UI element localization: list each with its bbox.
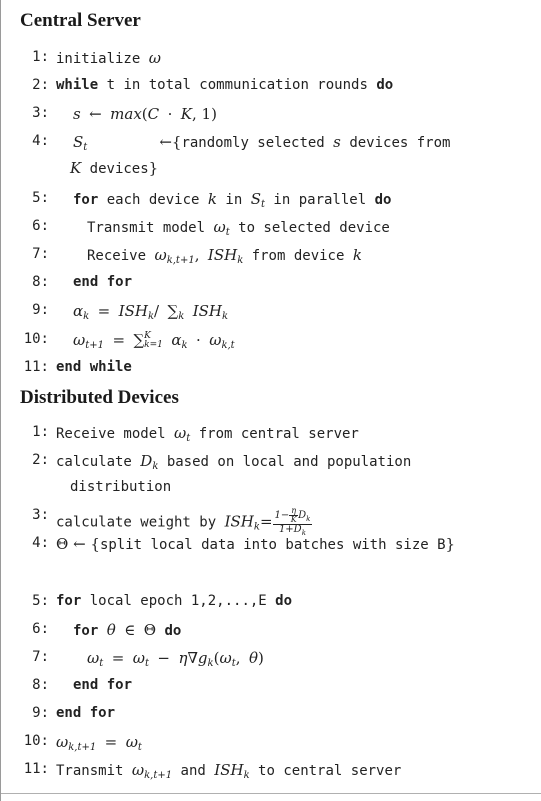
line-code: end for <box>56 705 116 721</box>
line-number: 3: <box>32 507 49 523</box>
line-code: Transmit model $\omega_t$ to selected device <box>87 218 390 238</box>
line-code: for θ ∈ Θ do <box>73 621 182 639</box>
line-code: end for <box>73 274 133 290</box>
line-code: s ← max(C · K, 1) <box>73 105 217 123</box>
line-number: 2: <box>32 77 49 93</box>
line-code: end while <box>56 359 132 375</box>
line-code: Receive model $\omega_t$ from central server <box>56 424 359 444</box>
line-code: calculate $D_k$ based on local and population <box>56 452 412 472</box>
line-code: $\omega_t = \omega_t - \eta\nabla g_k(\omega_t$, θ) <box>87 649 264 669</box>
line-number: 7: <box>32 649 49 665</box>
section-title-central-server: Central Server <box>20 10 141 31</box>
line-code: $\alpha_k = ISH_k/$ $\sum_k$ $ISH_k$ <box>73 302 229 322</box>
bottom-rule <box>1 793 541 794</box>
line-number: 10: <box>23 331 49 347</box>
line-code: distribution <box>70 479 172 495</box>
line-number: 6: <box>32 621 49 637</box>
section-title-distributed-devices: Distributed Devices <box>20 387 179 408</box>
line-number: 5: <box>32 190 49 206</box>
line-number: 8: <box>32 274 49 290</box>
line-code: calculate weight by $ISH_k=$ 1− $\frac{\eta}{K}D_k$ $1+D_k$ <box>56 506 311 537</box>
line-code: Transmit $\omega_{k,t+1}$ and $ISH_k$ to central server <box>56 761 402 781</box>
line-number: 4: <box>32 535 49 551</box>
line-code: while t in total communication rounds do <box>56 77 394 93</box>
line-number: 9: <box>32 302 49 318</box>
line-code: Receive $\omega_{k,t+1}$, $ISH_k$ from device k <box>87 246 362 266</box>
line-number: 1: <box>32 49 49 65</box>
line-number: 6: <box>32 218 49 234</box>
line-number: 4: <box>32 133 49 149</box>
line-number: 11: <box>23 359 49 375</box>
line-number: 3: <box>32 105 49 121</box>
line-number: 10: <box>23 733 49 749</box>
line-code: for each device k in $S_t$ in parallel do <box>73 190 392 210</box>
line-code: for local epoch 1,2,...,E do <box>56 593 293 609</box>
line-number: 1: <box>32 424 49 440</box>
line-code: $\omega_{k,t+1} = \omega_t$ <box>56 733 142 753</box>
line-code: end for <box>73 677 133 693</box>
line-number: 9: <box>32 705 49 721</box>
line-code: $S_t$ ←{randomly selected s devices from <box>73 133 451 153</box>
line-number: 11: <box>23 761 49 777</box>
line-number: 8: <box>32 677 49 693</box>
line-number: 2: <box>32 452 49 468</box>
line-code: $\omega_{t+1}$ = ∑ K k=1 $\alpha_k \cdot \omega_{k,t}$ <box>73 331 235 351</box>
line-number: 7: <box>32 246 49 262</box>
line-code: Θ ← {split local data into batches with size B} <box>56 535 456 553</box>
line-number: 5: <box>32 593 49 609</box>
line-code: initialize ω <box>56 49 161 67</box>
line-code: K devices} <box>70 159 159 177</box>
